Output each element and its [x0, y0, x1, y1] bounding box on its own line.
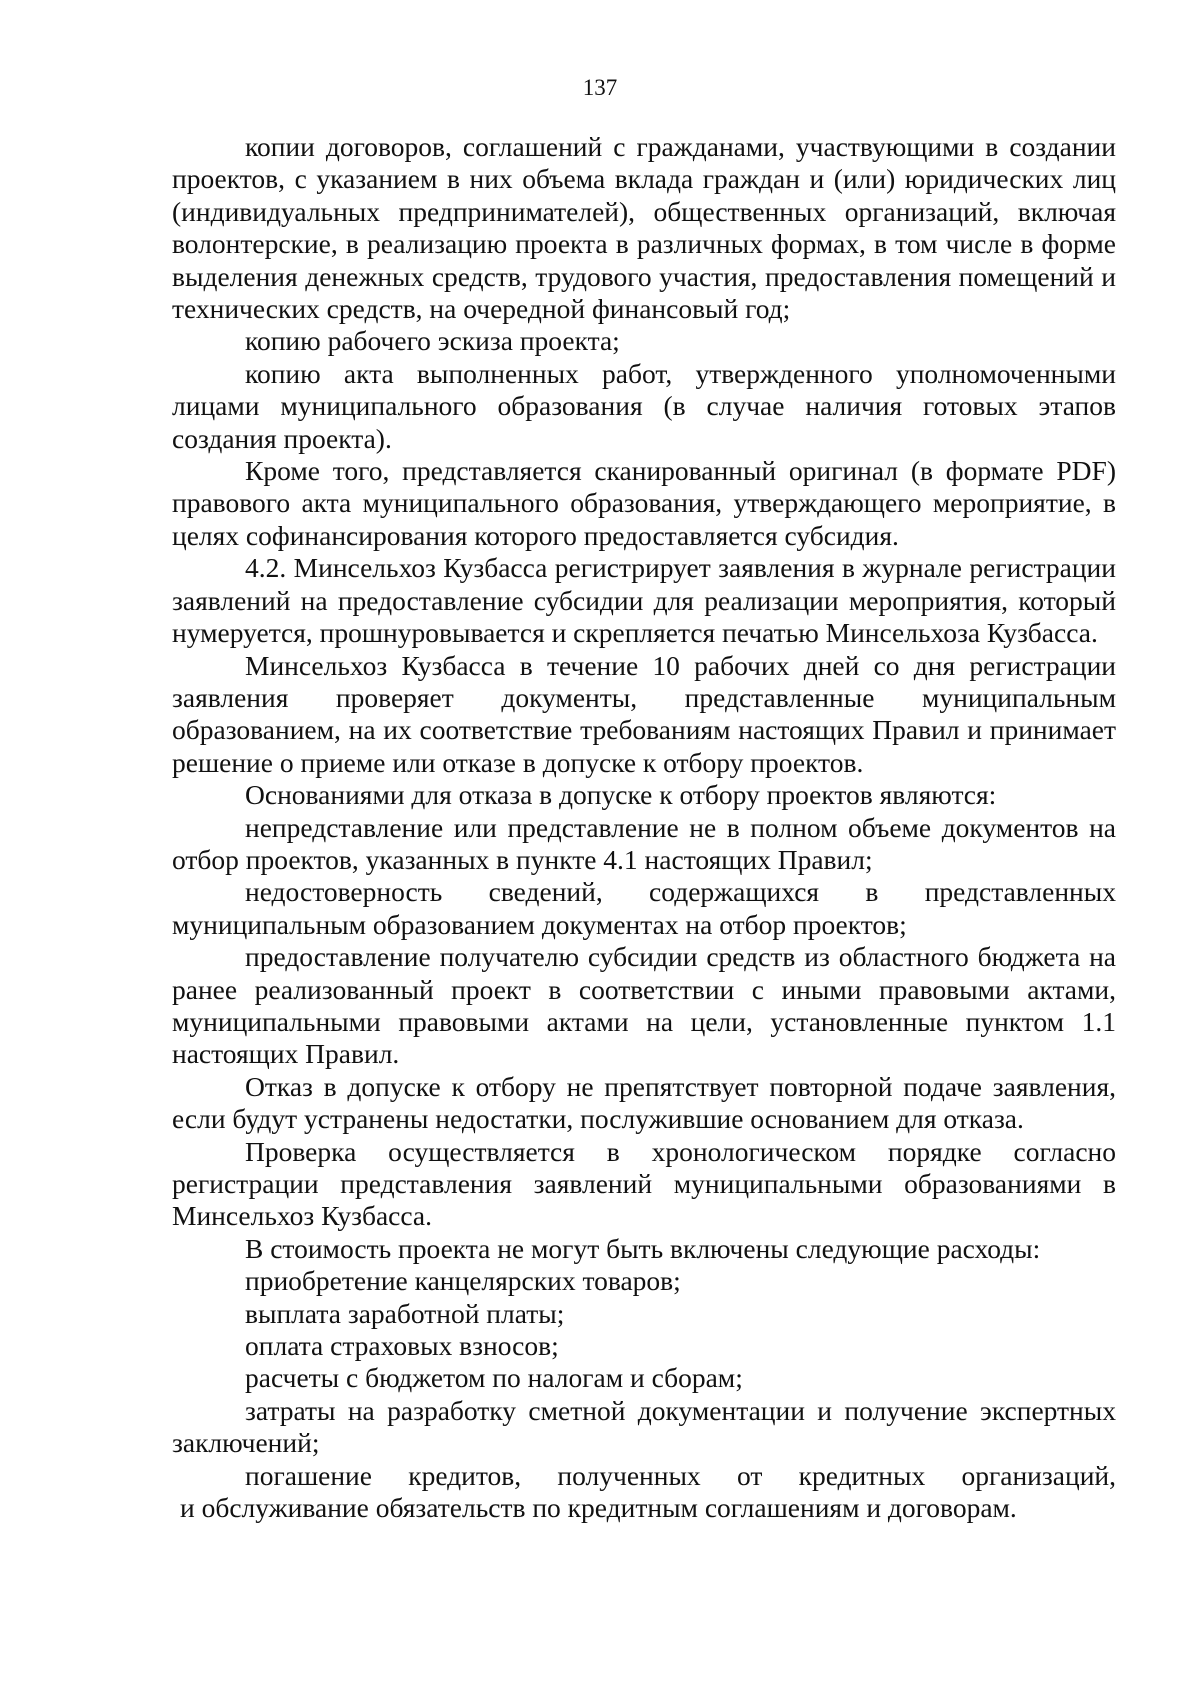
paragraph: Основаниями для отказа в допуске к отбору проектов являются:	[245, 779, 997, 811]
paragraph: Кроме того, представляется сканированный оригинал (в формате PDF) правового акта муниципального образования, утверждающего мероприятие, в целях софинансирования которого предоставляется субсидия.	[172, 455, 1116, 551]
paragraph: Отказ в допуске к отбору не препятствует повторной подаче заявления, если будут устранены недостатки, послужившие основанием для отказа.	[172, 1070, 1116, 1135]
document-body	[172, 131, 1116, 1524]
paragraph: копии договоров, соглашений с гражданами, участвующими в создании проектов, с указанием в них объема вклада граждан и (или) юридических лиц (индивидуальных предпринимателей), общественных организаций, включая волонтерские, в реализацию проекта в различных формах, в том числе в форме выделения денежных средств, трудового участия, предоставления помещений и технических средств, на очередной финансовый год;	[172, 131, 1116, 325]
page-number: 137	[582, 75, 618, 100]
paragraph: предоставление получателю субсидии средств из областного бюджета на ранее реализованный проект в соответствии с иными правовыми актами, муниципальными правовыми актами на цели, установленные пунктом 1.1 настоящих Правил.	[172, 941, 1116, 1070]
paragraph: недостоверность сведений, содержащихся в представленных муниципальным образованием документах на отбор проектов;	[172, 876, 1116, 940]
paragraph: и обслуживание обязательств по кредитным соглашениям и договорам.	[180, 1492, 1017, 1524]
paragraph: расчеты с бюджетом по налогам и сборам;	[245, 1362, 743, 1394]
paragraph: В стоимость проекта не могут быть включены следующие расходы:	[245, 1232, 1041, 1264]
paragraph: Проверка осуществляется в хронологическом порядке согласно регистрации представления заявлений муниципальными образованиями в Минсельхоз Кузбасса.	[172, 1135, 1116, 1232]
paragraph: 4.2. Минсельхоз Кузбасса регистрирует заявления в журнале регистрации заявлений на предоставление субсидии для реализации мероприятия, который нумеруется, прошнуровывается и скрепляется печатью Минсельхоза Кузбасса.	[172, 552, 1116, 649]
paragraph: оплата страховых взносов;	[245, 1330, 559, 1362]
paragraph: затраты на разработку сметной документации и получение экспертных заключений;	[172, 1394, 1116, 1459]
paragraph: погашение кредитов, полученных от кредитных организаций,	[245, 1459, 1116, 1491]
paragraph: непредставление или представление не в полном объеме документов на отбор проектов, указанных в пункте 4.1 настоящих Правил;	[172, 811, 1116, 875]
paragraph: Минсельхоз Кузбасса в течение 10 рабочих дней со дня регистрации заявления проверяет документы, представленные муниципальным образованием, на их соответствие требованиям настоящих Правил и принимает решение о приеме или отказе в допуске к отбору проектов.	[172, 649, 1116, 778]
paragraph: выплата заработной платы;	[245, 1297, 565, 1329]
paragraph: копию рабочего эскиза проекта;	[245, 325, 620, 357]
paragraph: приобретение канцелярских товаров;	[245, 1265, 681, 1297]
paragraph: копию акта выполненных работ, утвержденного уполномоченными лицами муниципального образования (в случае наличия готовых этапов создания проекта).	[172, 357, 1116, 454]
